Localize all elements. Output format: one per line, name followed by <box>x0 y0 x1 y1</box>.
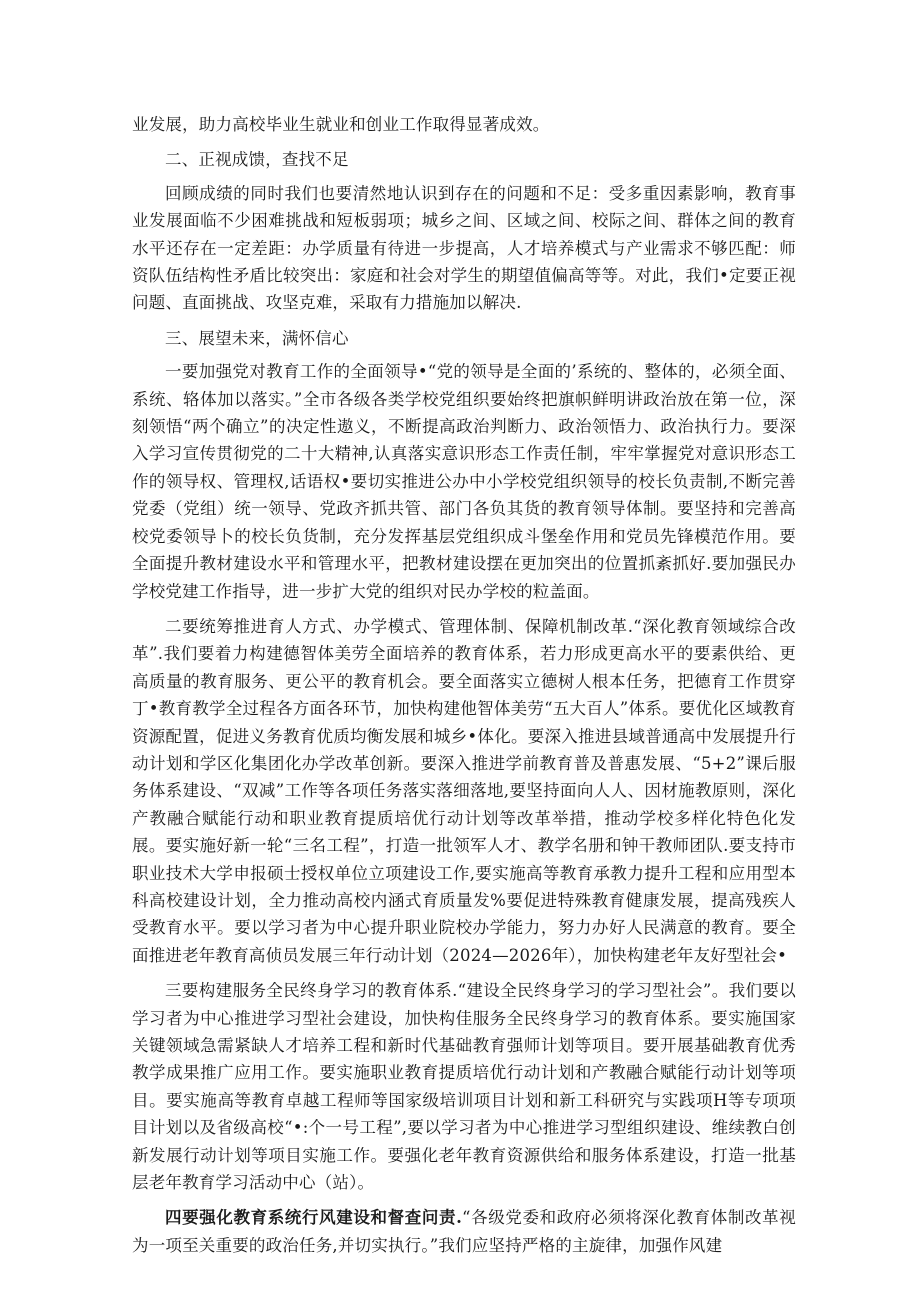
paragraph-party-leadership: 一要加强党对教育工作的全面领导•“党的领导是全面的’系统的、整体的，必须全面、系统、辂体加以落实。”全市各级各类学校党组织要始终把旗帜鲜明讲政治放在第一位，深刻领悟“两个确立”的决定性遨义，不断提高政治判断力、政治领悟力、政治执行力。要深入学习宣传贯彻党的二十大精神,认真落实意识形态工作责任制，牢牢掌握党对意识形态工作的领导权、管理权,话语权•要切实推进公办中小学校党组织领导的校长负责制,不断完善党委（党组）统一领导、党政齐抓共管、部门各负其货的教育领导体制。要坚持和完善高校党委领导卜的校长负货制，充分发挥基层党组织成斗堡垒作用和党员先锋模范作用。要全面提升教材建设水平和管理水平，把教材建设摆在更加突出的位置抓紊抓好.要加强民办学校党建工作指导，进一步扩大党的组织对民办学校的粒盖面。 <box>132 362 796 601</box>
paragraph-lifelong-learning: 三要构建服务全民终身学习的教育体系.“建设全民终身学习的学习型社会”。我们要以学习者为中心推进学习型社会建设，加快构佳服务全民终身学习的教育体系。要实施国家关键领域急需紧缺人才培养工程和新时代基础教育强师计划等项目。要开展基础教育优秀教学成果推广应用工作。要实施职业教育提质培优行动计划和产教融合赋能行动计划等项目。要实施高等教育卓越工程师等国家级培训项目计划和新工科研究与实践项H等专项项目计划以及省级高校“•:个一号工程”,要以学习者为中心推进学习型组织建设、维续教白创新发展行动计划等项目实施工作。要强化老年教育资源供给和服务体系建设，打造一批基层老年教育学习活动中心（站）。 <box>132 981 796 1193</box>
paragraph-continuation: 业发展，助力高校毕业生就业和创业工作取得显著成效。 <box>132 115 550 134</box>
paragraph-accountability-text: “各级党委和政府必须将深化教育体制改革视为一项至关重要的政治任务,并切实执行。”我们应坚持严格的主旋律，加强作风建 <box>132 1208 796 1255</box>
paragraph-accountability <box>132 1204 796 1259</box>
paragraph-reform: 二要统筹推进育人方式、办学模式、管理体制、保障机制改革.“深化教育领域综合改革”.我们要着力构建德智体美劳全面培养的教育体系，若力形成更高水平的要素供给、更高质量的教育服务、更公平的教育机会。要全面落实立德树人根本任务，把德育工作贯穿丁•教育教学全过程各方面各环节，加快构建他智体美劳“五大百人”体系。要优化区域教育资源配置，促进义务教育优质均衡发展和城乡•体化。要深入推进县域普通高中发展提升行动计划和学区化集团化办学改革创新。要深入推进学前教育普及普惠发展、“5+2”课后服务体系建设、“双减”工作等各项任务落实落细落地,要坚持面向人人、因材施教原则，深化产教融合赋能行动和职业教育提质培优行动计划等改革举措，推动学校多样化特色化发展。要实施好新一轮“三名工程”，打造一批领军人才、教学名册和钟干教师团队.要支持市职业技术大学申报硕士授权单位立项建设工作,要实施高等教育承教力提升工程和应用型本科高校建设计划，全力推动高校内涵式育质量发%要促进特殊教育健康发展，提高残疾人受教育水平。要以学习者为中心提升职业院校办学能力，努力办好人民满意的教育。要全面推进老年教育高侦员发展三年行动计划（2024—2026年），加快构建老年友好型社会• <box>132 616 796 965</box>
document-body <box>132 111 796 1259</box>
section-heading-2: 二、正视成馈，查找不足 <box>165 150 349 170</box>
paragraph-accountability-lead: 四要强化教育系统行风建设和督查问责. <box>165 1208 463 1228</box>
section-heading-3: 三、展望未来，满怀信心 <box>165 328 349 348</box>
paragraph-problems: 回顾成绩的同时我们也要清然地认识到存在的问题和不足：受多重因素影响，教育事业发展面临不少困难挑战和短板弱项；城乡之间、区域之间、校际之间、群体之间的教育水平还存在一定差距：办学质量有待进一步提高，人才培养模式与产业需求不够匹配：师资队伍结构性矛盾比较突出：家庭和社会对学生的期望值偏高等等。对此，我们•定要正视问题、直面挑战、攻坚克难，采取有力措施加以解决. <box>132 183 796 313</box>
